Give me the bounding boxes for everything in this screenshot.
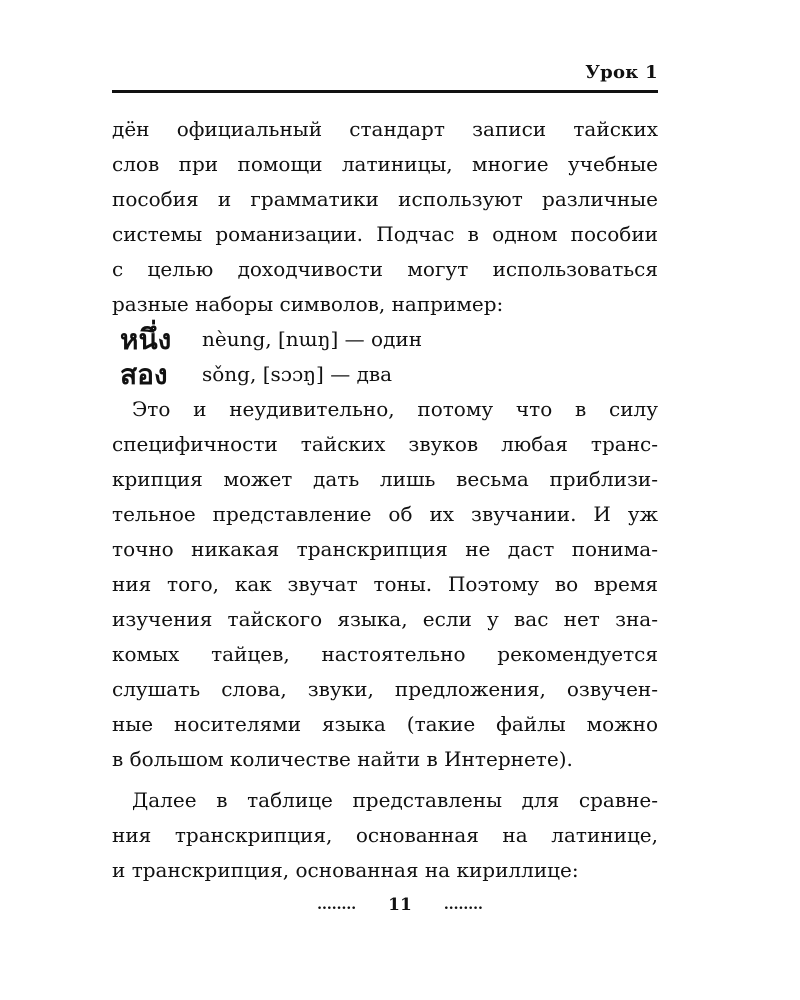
text-line: точно никакая транскрипция не даст понима- [112,537,658,561]
text-line: Это и неудивительно, потому что в силу [132,397,658,421]
header-rule [112,90,658,93]
paragraph-1 [112,112,658,322]
thai-word: สอง [120,358,168,391]
text-line: пособия и грамматики используют различные [112,187,658,211]
text-line: ния транскрипция, основанная на латинице, [112,823,658,847]
text-line: системы романизации. Подчас в одном пособии [112,222,658,246]
example-transcription: nèung, [nɯŋ] — один [202,327,423,351]
text-line: изучения тайского языка, если у вас нет зна- [112,607,658,631]
text-line: крипция может дать лишь весьма приблизи- [112,467,658,491]
footer-dots-left: ........ [317,897,357,913]
footer-dots-right: ........ [443,897,483,913]
thai-word: หนึ่ง [120,323,172,356]
text-line: в большом количестве найти в Интернете). [112,747,573,771]
example-item [112,322,658,357]
examples-list [112,322,658,392]
text-line: дён официальный стандарт записи тайских [112,117,658,141]
text-line: комых тайцев, настоятельно рекомендуется [112,642,658,666]
paragraph-2 [112,392,658,777]
page-body [112,112,658,888]
text-line: разные наборы символов, например: [112,292,504,316]
text-line: Далее в таблице представлены для сравне- [132,788,658,812]
text-line: и транскрипция, основанная на кириллице: [112,858,579,882]
example-transcription: sǒng, [sɔɔŋ] — два [202,362,393,386]
text-line: слов при помощи латиницы, многие учебные [112,152,658,176]
page-number: 11 [388,895,412,915]
text-line: тельное представление об их звучании. И уж [112,502,658,526]
example-item [112,357,658,392]
text-line: слушать слова, звуки, предложения, озвучен- [112,677,658,701]
page-footer [0,895,800,915]
text-line: специфичности тайских звуков любая транс- [112,432,658,456]
text-line: с целью доходчивости могут использоваться [112,257,658,281]
text-line: ные носителями языка (такие файлы можно [112,712,658,736]
paragraph-3 [112,783,658,888]
text-line: ния того, как звучат тоны. Поэтому во время [112,572,658,596]
running-header: Урок 1 [585,62,658,83]
